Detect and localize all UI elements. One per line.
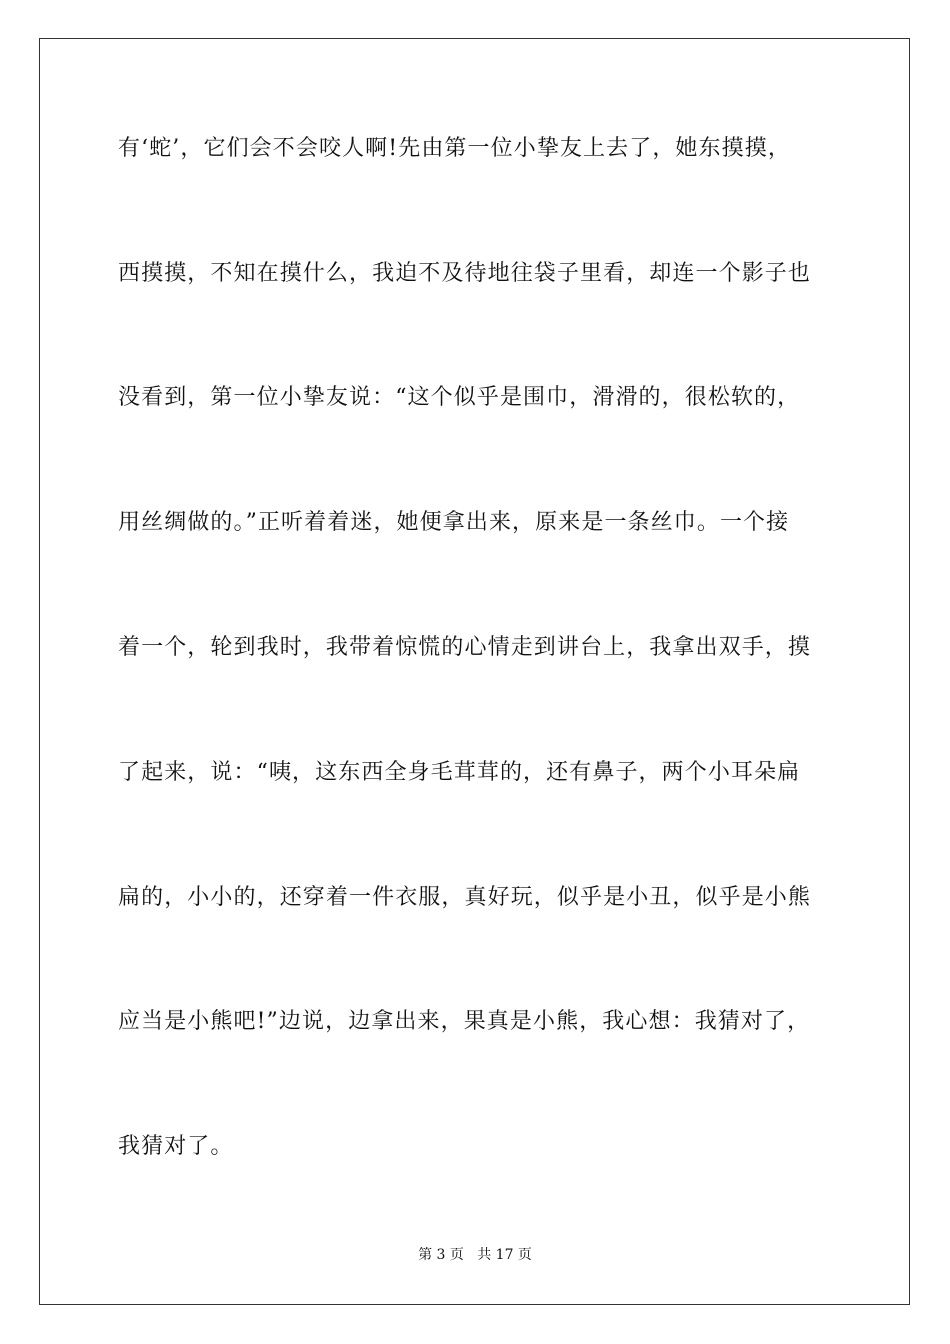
text-line: 西摸摸，不知在摸什么，我迫不及待地往袋子里看，却连一个影子也 <box>118 261 812 286</box>
text-line: 着一个，轮到我时，我带着惊慌的心情走到讲台上，我拿出双手，摸 <box>118 635 812 660</box>
text-line: 没看到，第一位小挚友说：“这个似乎是围巾，滑滑的，很松软的， <box>118 385 801 410</box>
page-number-footer: 第 3 页 共 17 页 <box>418 1247 532 1263</box>
text-line: 用丝绸做的。”正听着着迷，她便拿出来，原来是一条丝巾。一个接 <box>118 510 790 535</box>
text-line: 我猜对了。 <box>118 1134 234 1159</box>
page-frame <box>39 38 910 1305</box>
text-line: 了起来，说：“咦，这东西全身毛茸茸的，还有鼻子，两个小耳朵扁 <box>118 760 801 785</box>
text-line: 有‘蛇’，它们会不会咬人啊!先由第一位小挚友上去了，她东摸摸， <box>118 136 791 161</box>
text-line: 应当是小熊吧!”边说，边拿出来，果真是小熊，我心想：我猜对了， <box>118 1009 811 1034</box>
text-line: 扁的，小小的，还穿着一件衣服，真好玩，似乎是小丑，似乎是小熊 <box>118 885 812 910</box>
